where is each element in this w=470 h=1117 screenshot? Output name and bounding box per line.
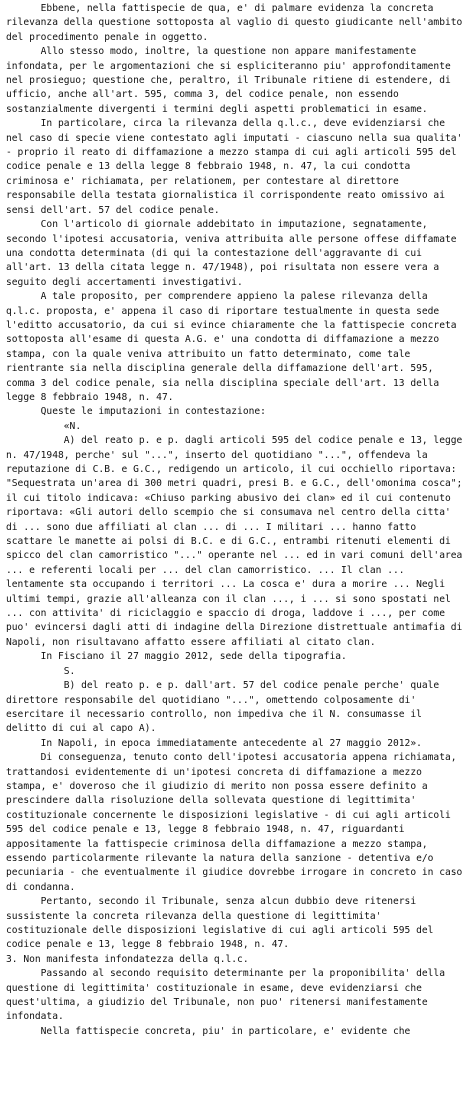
paragraph: Allo stesso modo, inoltre, la questione non appare manifestamente infondata, per le argomentazioni che si espliciteranno piu' approfonditamente nel prosieguo; questione che, peraltro, il Tribunale ritiene di estendere, di ufficio, anche all'art. 595, comma 3, del codice penale, non essendo sostanzialmente divergenti i termini degli aspetti problematici in esame. — [6, 46, 457, 115]
paragraph: Di conseguenza, tenuto conto dell'ipotesi accusatoria appena richiamata, trattandosi evidentemente di un'ipotesi concreta di diffamazione a mezzo stampa, e' doveroso che il giudizio di merito non possa essere definito a prescindere dalla risoluzione della sollevata questione di legittimita' costituzionale concernente le disposizioni legislative - di cui agli articoli 595 del codice penale e 13, legge 8 febbraio 1948, n. 47, riguardanti appositamente la fattispecie criminosa della diffamazione a mezzo stampa, essendo particolarmente rilevante la natura della sanzione - detentiva e/o pecuniaria - che eventualmente il giudice dovrebbe irrogare in concreto in caso di condanna. — [6, 752, 469, 893]
paragraph: A tale proposito, per comprendere appieno la palese rilevanza della q.l.c. proposta, e' appena il caso di riportare testualmente in questa sede l'editto accusatorio, da cui si evince chiaramente che la fattispecie concreta sottoposta all'esame di questa A.G. e' una condotta di diffamazione a mezzo stampa, con la quale veniva attribuito un fatto determinato, come tale rientrante sia nella disciplina generale della diffamazione dell'art. 595, comma 3 del codice penale, sia nella disciplina speciale dell'art. 13 della legge 8 febbraio 1948, n. 47. — [6, 291, 463, 403]
charge-a: A) del reato p. e p. dagli articoli 595 del codice penale e 13, legge n. 47/1948, perche' sul "...", inserto del quotidiano "...", offendeva la reputazione di C.B. e G.C., redigendo un articolo, il cui occhiello riportava: "Sequestrata un'area di 300 metri quadri, presi B. e G.C., dell'omonima cosca"; il cui titolo indicava: «Chiuso parking abusivo dei clan» ed il cui contenuto riportava: «Gli autori dello scempio che si consumava nel centro della citta' di ... sono due affiliati al clan ... di ... I militari ... hanno fatto scattare le manette ai polsi di B.C. e di G.C., entrambi ritenuti elementi di spicco del clan camorristico "..." operante nel ... ed in vari comuni dell'area ... e referenti locali per ... del clan camorristico. ... Il clan ... lentamente sta occupando i territori ... La cosca e' dura a morire ... Negli ultimi tempi, grazie all'alleanza con il clan ..., i ... si sono spostati nel ... con attivita' di riciclaggio e spaccio di droga, laddove i ..., per come puo' evincersi dagli atti di indagine della Direzione distrettuale antimafia di Napoli, non risultavano affatto essere affiliati al citato clan. — [6, 435, 469, 648]
paragraph: In Fisciano il 27 maggio 2012, sede della tipografia. — [6, 651, 347, 663]
quote-marker: S. — [6, 665, 76, 677]
paragraph: Passando al secondo requisito determinante per la proponibilita' della questione di legittimita' costituzionale in esame, deve evidenziarsi che quest'ultima, a giudizio del Tribunale, non puo' ritenersi manifestamente infondata. — [6, 968, 451, 1023]
paragraph: Con l'articolo di giornale addebitato in imputazione, segnatamente, secondo l'ipotesi accusatoria, veniva attribuita alle persone offese diffamate una condotta determinata (di qui la contestazione dell'aggravante di cui all'art. 13 della citata legge n. 47/1948), poi risultata non essere vera a seguito degli accertamenti investigativi. — [6, 219, 463, 288]
paragraph: Pertanto, secondo il Tribunale, senza alcun dubbio deve ritenersi sussistente la concreta rilevanza della questione di legittimita' costituzionale delle disposizioni legislative di cui agli articoli 595 del codice penale e 13, legge 8 febbraio 1948, n. 47. — [6, 896, 440, 951]
charge-b: B) del reato p. e p. dall'art. 57 del codice penale perche' quale direttore responsabile del quotidiano "...", omettendo colposamente di' esercitare il necessario controllo, non impediva che il N. consumasse il delitto di cui al capo A). — [6, 680, 445, 735]
section-heading: 3. Non manifesta infondatezza della q.l.c. — [6, 953, 249, 965]
paragraph: In particolare, circa la rilevanza della q.l.c., deve evidenziarsi che nel caso di specie viene contestato agli imputati - ciascuno nella sua qualita' - proprio il reato di diffamazione a mezzo stampa di cui agli articoli 595 del codice penale e 13 della legge 8 febbraio 1948, n. 47, la cui condotta criminosa e' richiamata, per relationem, per contestare al direttore responsabile della testata giornalistica il corrispondente reato omissivo ai sensi dell'art. 57 del codice penale. — [6, 118, 469, 216]
paragraph: In Napoli, in epoca immediatamente antecedente al 27 maggio 2012». — [6, 737, 422, 749]
paragraph: Nella fattispecie concreta, piu' in particolare, e' evidente che — [6, 1025, 411, 1037]
paragraph: Ebbene, nella fattispecie de qua, e' di palmare evidenza la concreta rilevanza della questione sottoposta al vaglio di questo giudicante nell'ambito del procedimento penale in oggetto. — [6, 3, 469, 43]
paragraph: Queste le imputazioni in contestazione: — [6, 406, 266, 418]
quote-marker: «N. — [6, 420, 82, 432]
